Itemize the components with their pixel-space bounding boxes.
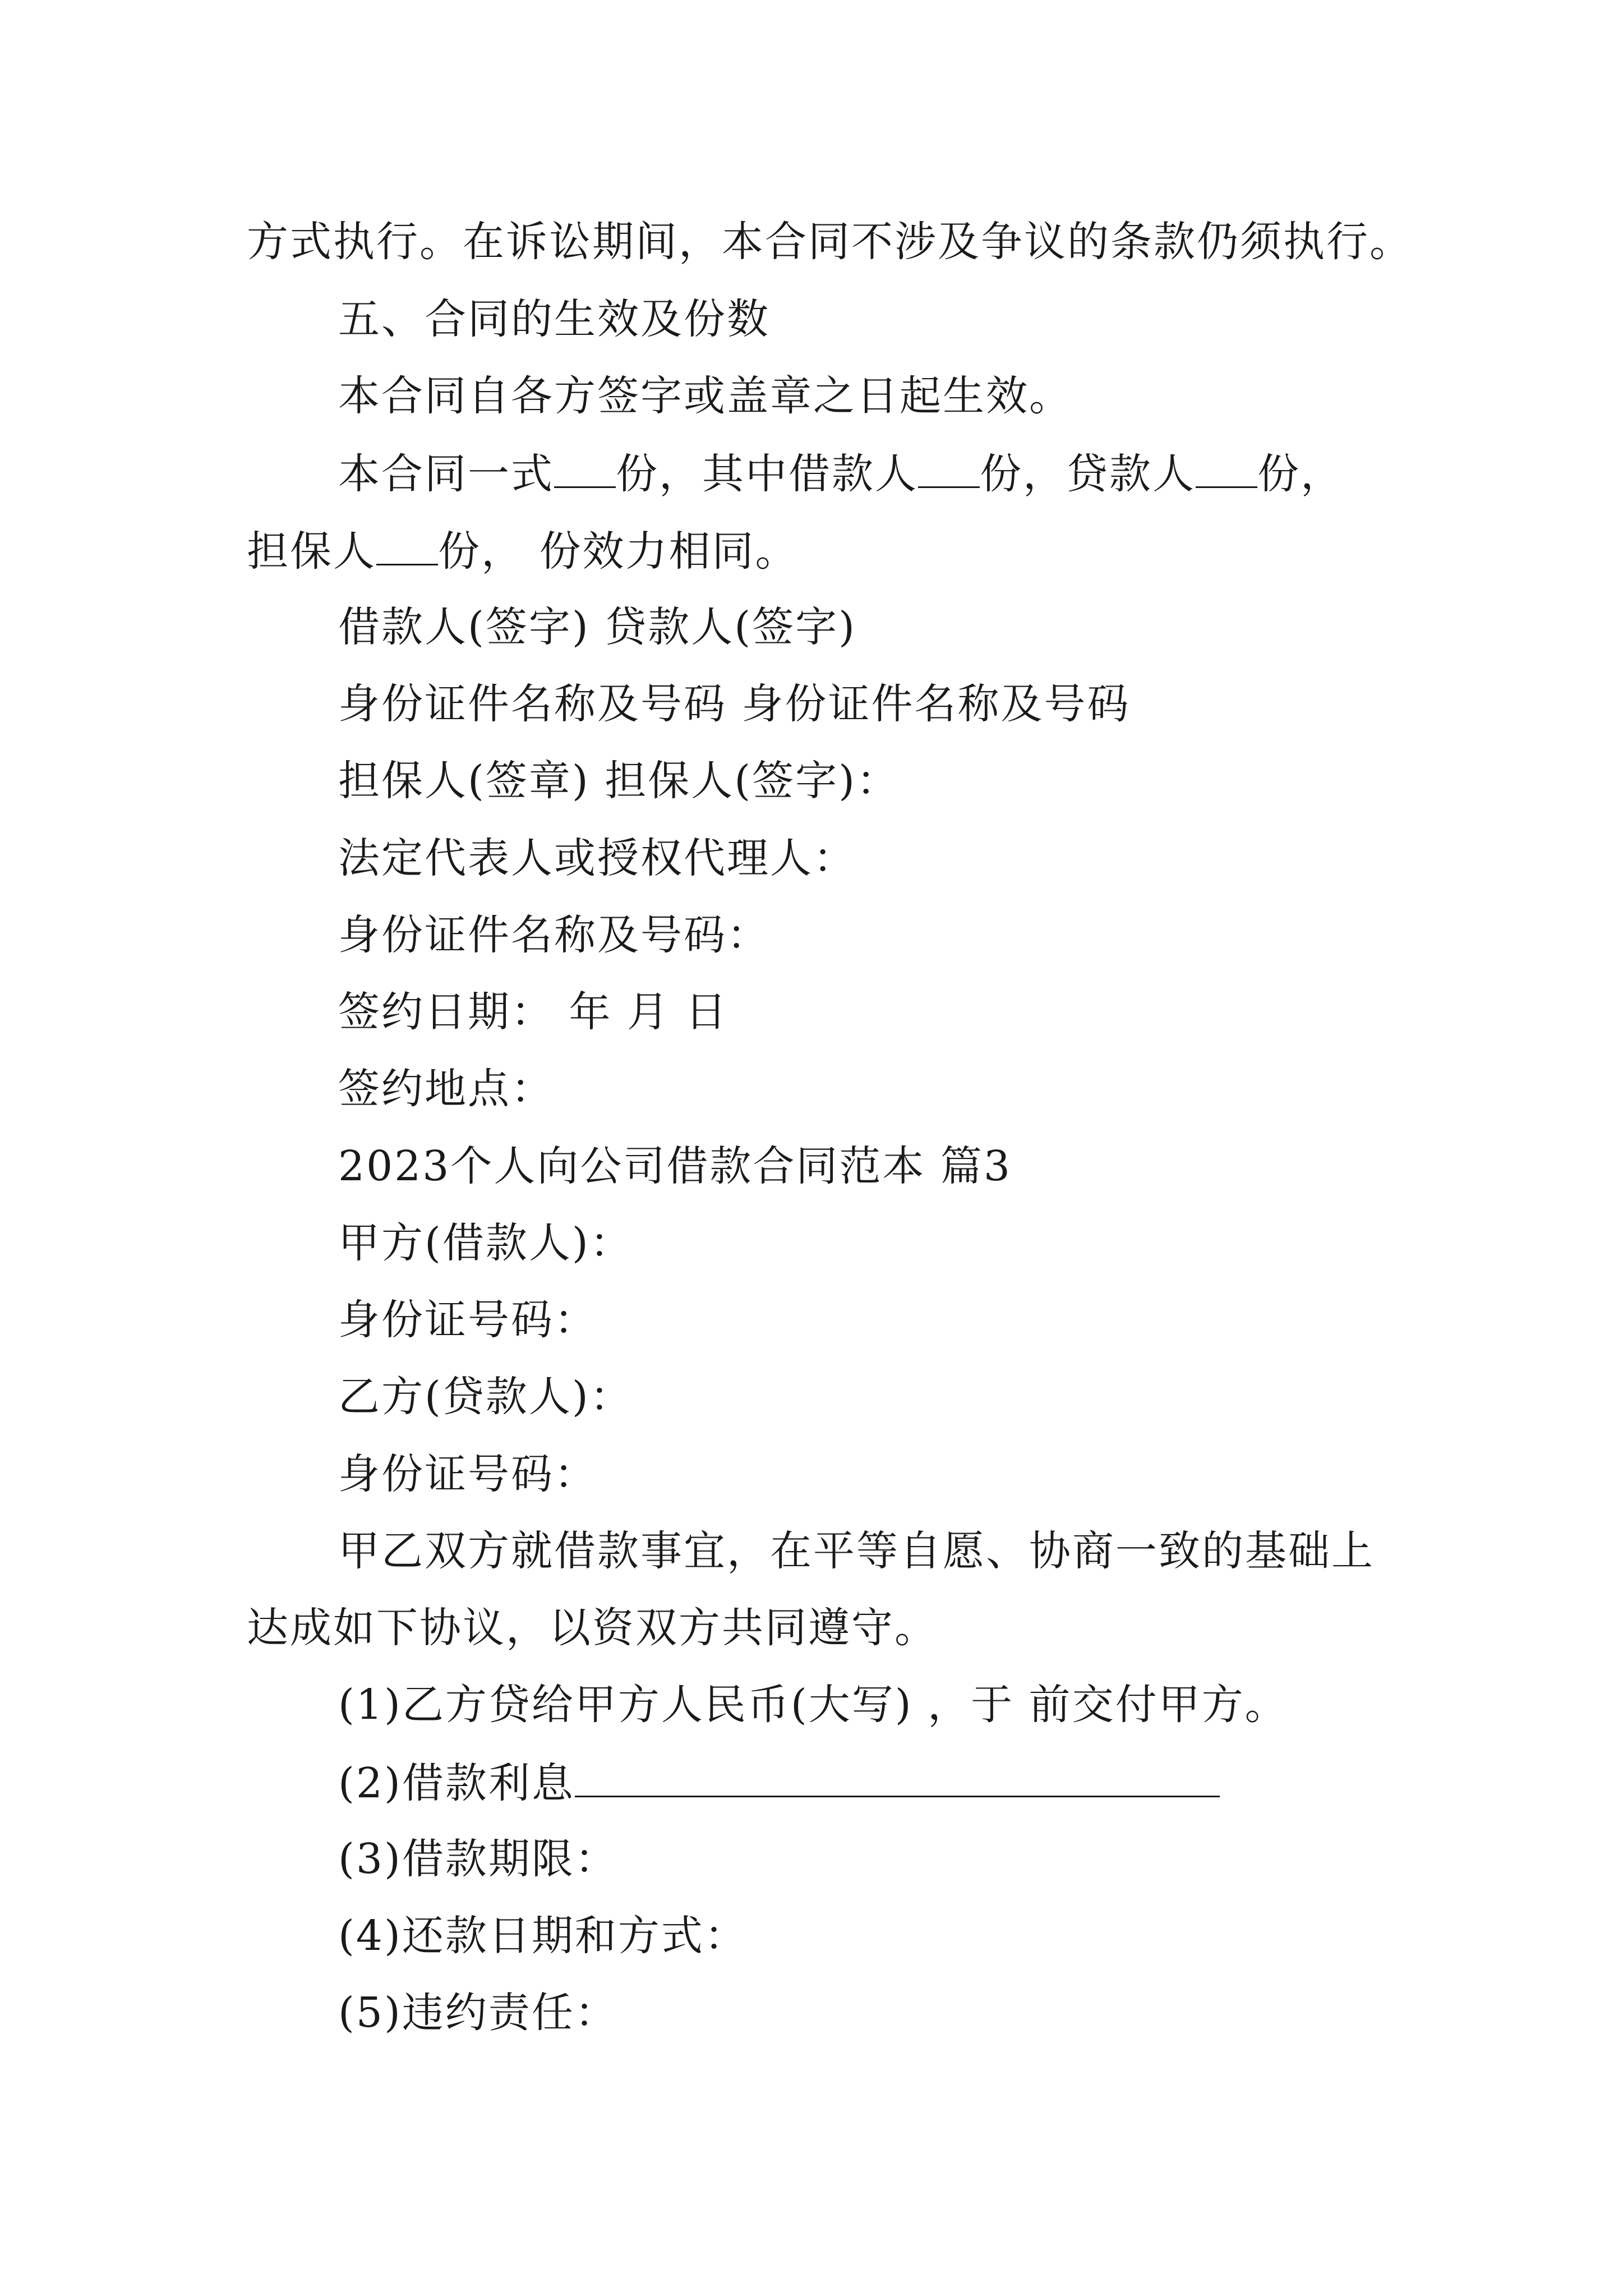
clause-item: (1)乙方贷给甲方人民币(大写) ，于 前交付甲方。	[338, 1681, 1288, 1729]
blank-lender-copies	[1196, 447, 1257, 488]
signature-line: 担保人(签章) 担保人(签字)：	[338, 757, 900, 805]
blank-total-copies	[554, 447, 616, 488]
paragraph-line: 达成如下协议，以资双方共同遵守。	[247, 1604, 938, 1652]
copies-line	[247, 524, 799, 577]
copies-text: 本合同一式	[338, 450, 554, 498]
party-field: 身份证号码：	[338, 1296, 597, 1344]
signature-line: 法定代表人或授权代理人：	[338, 834, 856, 882]
clause-item: (4)还款日期和方式：	[338, 1912, 748, 1960]
clause-item: (5)违约责任：	[338, 1989, 618, 2037]
copies-text: 份， 份效力相同。	[438, 527, 799, 576]
copies-text: 份，其中借款人	[616, 450, 918, 498]
blank-guarantor-copies	[376, 524, 438, 565]
signing-date: 签约日期： 年 月 日	[338, 988, 728, 1036]
clause-item: (3)借款期限：	[338, 1835, 618, 1883]
section-title: 2023个人向公司借款合同范本 篇3	[338, 1142, 1012, 1190]
party-field: 乙方(贷款人)：	[338, 1373, 633, 1421]
section-heading: 五、合同的生效及份数	[338, 295, 770, 343]
copies-text: 份，	[1257, 450, 1344, 498]
signature-line: 借款人(签字) 贷款人(签字)	[338, 603, 857, 651]
signature-line: 身份证件名称及号码：	[338, 911, 770, 959]
copies-text: 担保人	[247, 527, 376, 576]
paragraph-line: 方式执行。在诉讼期间，本合同不涉及争议的条款仍须执行。	[247, 218, 1413, 266]
signing-place: 签约地点：	[338, 1065, 554, 1113]
copies-text: 份，贷款人	[980, 450, 1196, 498]
blank-interest	[575, 1756, 1220, 1797]
signature-line: 身份证件名称及号码 身份证件名称及号码	[338, 680, 1131, 728]
blank-borrower-copies	[918, 447, 980, 488]
paragraph-line: 甲乙双方就借款事宜，在平等自愿、协商一致的基础上	[338, 1527, 1375, 1575]
party-field: 身份证号码：	[338, 1450, 597, 1498]
clause-item	[338, 1756, 1220, 1809]
paragraph-line: 本合同自各方签字或盖章之日起生效。	[338, 372, 1072, 420]
clause-label: (2)借款利息	[338, 1759, 575, 1807]
party-field: 甲方(借款人)：	[338, 1219, 633, 1267]
copies-line	[338, 447, 1344, 500]
